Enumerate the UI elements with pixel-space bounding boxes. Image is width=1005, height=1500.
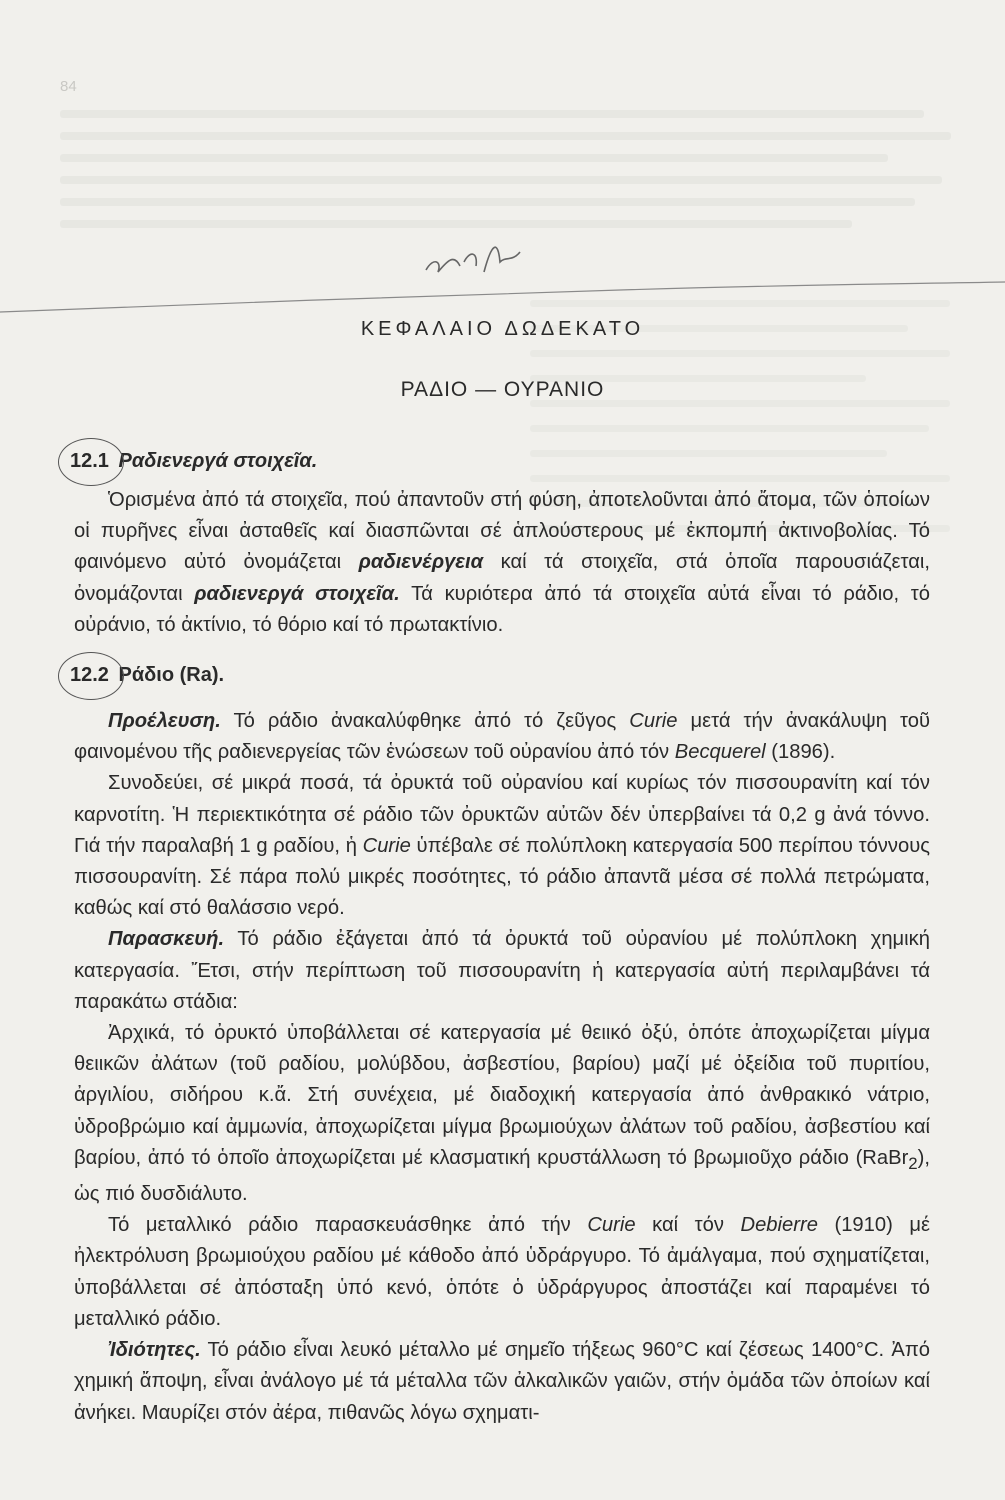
section-number: 12.2 bbox=[70, 664, 109, 686]
pencil-circle bbox=[58, 652, 124, 700]
section-body-12-1 bbox=[74, 485, 930, 641]
paragraph-metal: Τό μεταλλικό ράδιο παρασκευάσθηκε ἀπό τήν Curie καί τόν Debierre (1910) μέ ἠλεκτρόλυση βρωμιούχου ραδίου μέ κάθοδο ἀπό ὑδράργυρο. Τό ἀμάλγαμα, πού σχηματίζεται, ὑποβάλλεται σέ ἀπόσταξη ὑπό κενό, ὁπότε ὁ ὑδράργυρος ἀποστάζει καί παραμένει τό μεταλλικό ράδιο. bbox=[74, 1214, 930, 1330]
subhead-properties: Ἰδιότητες. bbox=[108, 1339, 201, 1362]
bleed-through-text bbox=[60, 110, 960, 242]
chapter-title: ΡΑΔΙΟ — ΟΥΡΑΝΙΟ bbox=[400, 378, 605, 401]
paragraph: Ὁρισμένα ἀπό τά στοιχεῖα, πού ἀπαντοῦν στή φύση, ἀποτελοῦνται ἀπό ἄτομα, τῶν ὁποίων οἱ πυρῆνες εἶναι ἀσταθεῖς καί διασπῶνται σέ ἁπλούστερους μέ ἐκπομπή ἀκτινοβολίας. Τό φαινόμενο αὐτό ὀνομάζεται ραδιενέργεια καί τά στοιχεῖα, στά ὁποῖα παρουσιάζεται, ὀνομάζονται ραδιενεργά στοιχεῖα. Τά κυριότερα ἀπό τά στοιχεῖα αὐτά εἶναι τό ράδιο, τό οὐράνιο, τό ἀκτίνιο, τό θόριο καί τό πρωτακτίνιο. bbox=[74, 489, 931, 636]
pencil-circle bbox=[58, 438, 124, 486]
paragraph-preparation: Παρασκευή. Τό ράδιο ἐξάγεται ἀπό τά ὀρυκτά τοῦ οὐρανίου μέ πολύπλοκη χημική κατεργασία. Ἔτσι, στήν περίπτωση τοῦ πισσουρανίτη ἡ κατεργασία αὐτή περιλαμβάνει τά παρακάτω στάδια: bbox=[74, 928, 930, 1013]
section-body-12-2 bbox=[74, 706, 930, 1429]
handwritten-mark bbox=[420, 232, 530, 282]
section-heading-12-1 bbox=[66, 450, 317, 473]
section-title: Ράδιο (Ra). bbox=[118, 664, 225, 686]
paragraph-preparation-steps: Ἀρχικά, τό ὀρυκτό ὑποβάλλεται σέ κατεργασία μέ θειικό ὀξύ, ὁπότε ἀποχωρίζεται μίγμα θειικῶν ἀλάτων (τοῦ ραδίου, μολύβδου, ἀσβεστίου, βαρίου) μαζί μέ ὀξείδια τοῦ πυριτίου, ἀργιλίου, σιδήρου κ.ἄ. Στή συνέχεια, μέ διαδοχική κατεργασία ἀπό ἀνθρακικό νάτριο, ὑδροβρώμιο καί ἀμμωνία, ἀποχωρίζεται μίγμα βρωμιούχων ἀλάτων τοῦ ραδίου, ἀσβεστίου καί βαρίου, ἀπό τό ὁποῖο ἀποχωρίζεται μέ κλασματική κρυστάλλωση τό βρωμιοῦχο ράδιο (RaBr$_2$), ὡς πιό δυσδιάλυτο. bbox=[74, 1022, 930, 1206]
paragraph-properties: Ἰδιότητες. Τό ράδιο εἶναι λευκό μέταλλο μέ σημεῖο τήξεως 960°C καί ζέσεως 1400°C. Ἀπό χημική ἄποψη, εἶναι ἀνάλογο μέ τά μέταλλα τῶν ἀλκαλικῶν γαιῶν, στήν ὁμάδα τῶν ὁποίων καί ἀνήκει. Μαυρίζει στόν ἀέρα, πιθανῶς λόγω σχηματι- bbox=[74, 1339, 930, 1424]
paragraph-origin: Προέλευση. Τό ράδιο ἀνακαλύφθηκε ἀπό τό ζεῦγος Curie μετά τήν ἀνακάλυψη τοῦ φαινομένου τῆς ραδιενεργείας τῶν ἑνώσεων τοῦ οὐρανίου ἀπό τόν Becquerel (1896). bbox=[74, 710, 931, 764]
subhead-preparation: Παρασκευή. bbox=[108, 928, 225, 951]
page-number: 84 bbox=[60, 78, 77, 95]
chapter-label: ΚΕΦΑΛΑΙΟ ΔΩΔΕΚΑΤΟ bbox=[360, 318, 645, 340]
term-radioactivity: ραδιενέργεια bbox=[358, 551, 484, 574]
subhead-origin: Προέλευση. bbox=[108, 710, 221, 732]
section-number: 12.1 bbox=[70, 450, 109, 472]
term-radioactive-elements: ραδιενεργά στοιχεῖα. bbox=[194, 582, 400, 605]
section-title: Ραδιενεργά στοιχεῖα. bbox=[118, 450, 318, 472]
paragraph-occurrence: Συνοδεύει, σέ μικρά ποσά, τά ὀρυκτά τοῦ οὐρανίου καί κυρίως τόν πισσουρανίτη καί τόν καρνοτίτη. Ἡ περιεκτικότητα σέ ράδιο τῶν ὀρυκτῶν αὐτῶν δέν ὑπερβαίνει τά 0,2 g ἀνά τόννο. Γιά τήν παραλαβή 1 g ραδίου, ἡ Curie ὑπέβαλε σέ πολύπλοκη κατεργασία 500 περίπου τόννους πισσουρανίτη. Σέ πάρα πολύ μικρές ποσότητες, τό ράδιο ἀπαντᾶ μέσα σέ πολλά πετρώματα, καθώς καί στό θαλάσσιο νερό. bbox=[74, 772, 930, 920]
section-heading-12-2 bbox=[66, 664, 224, 687]
